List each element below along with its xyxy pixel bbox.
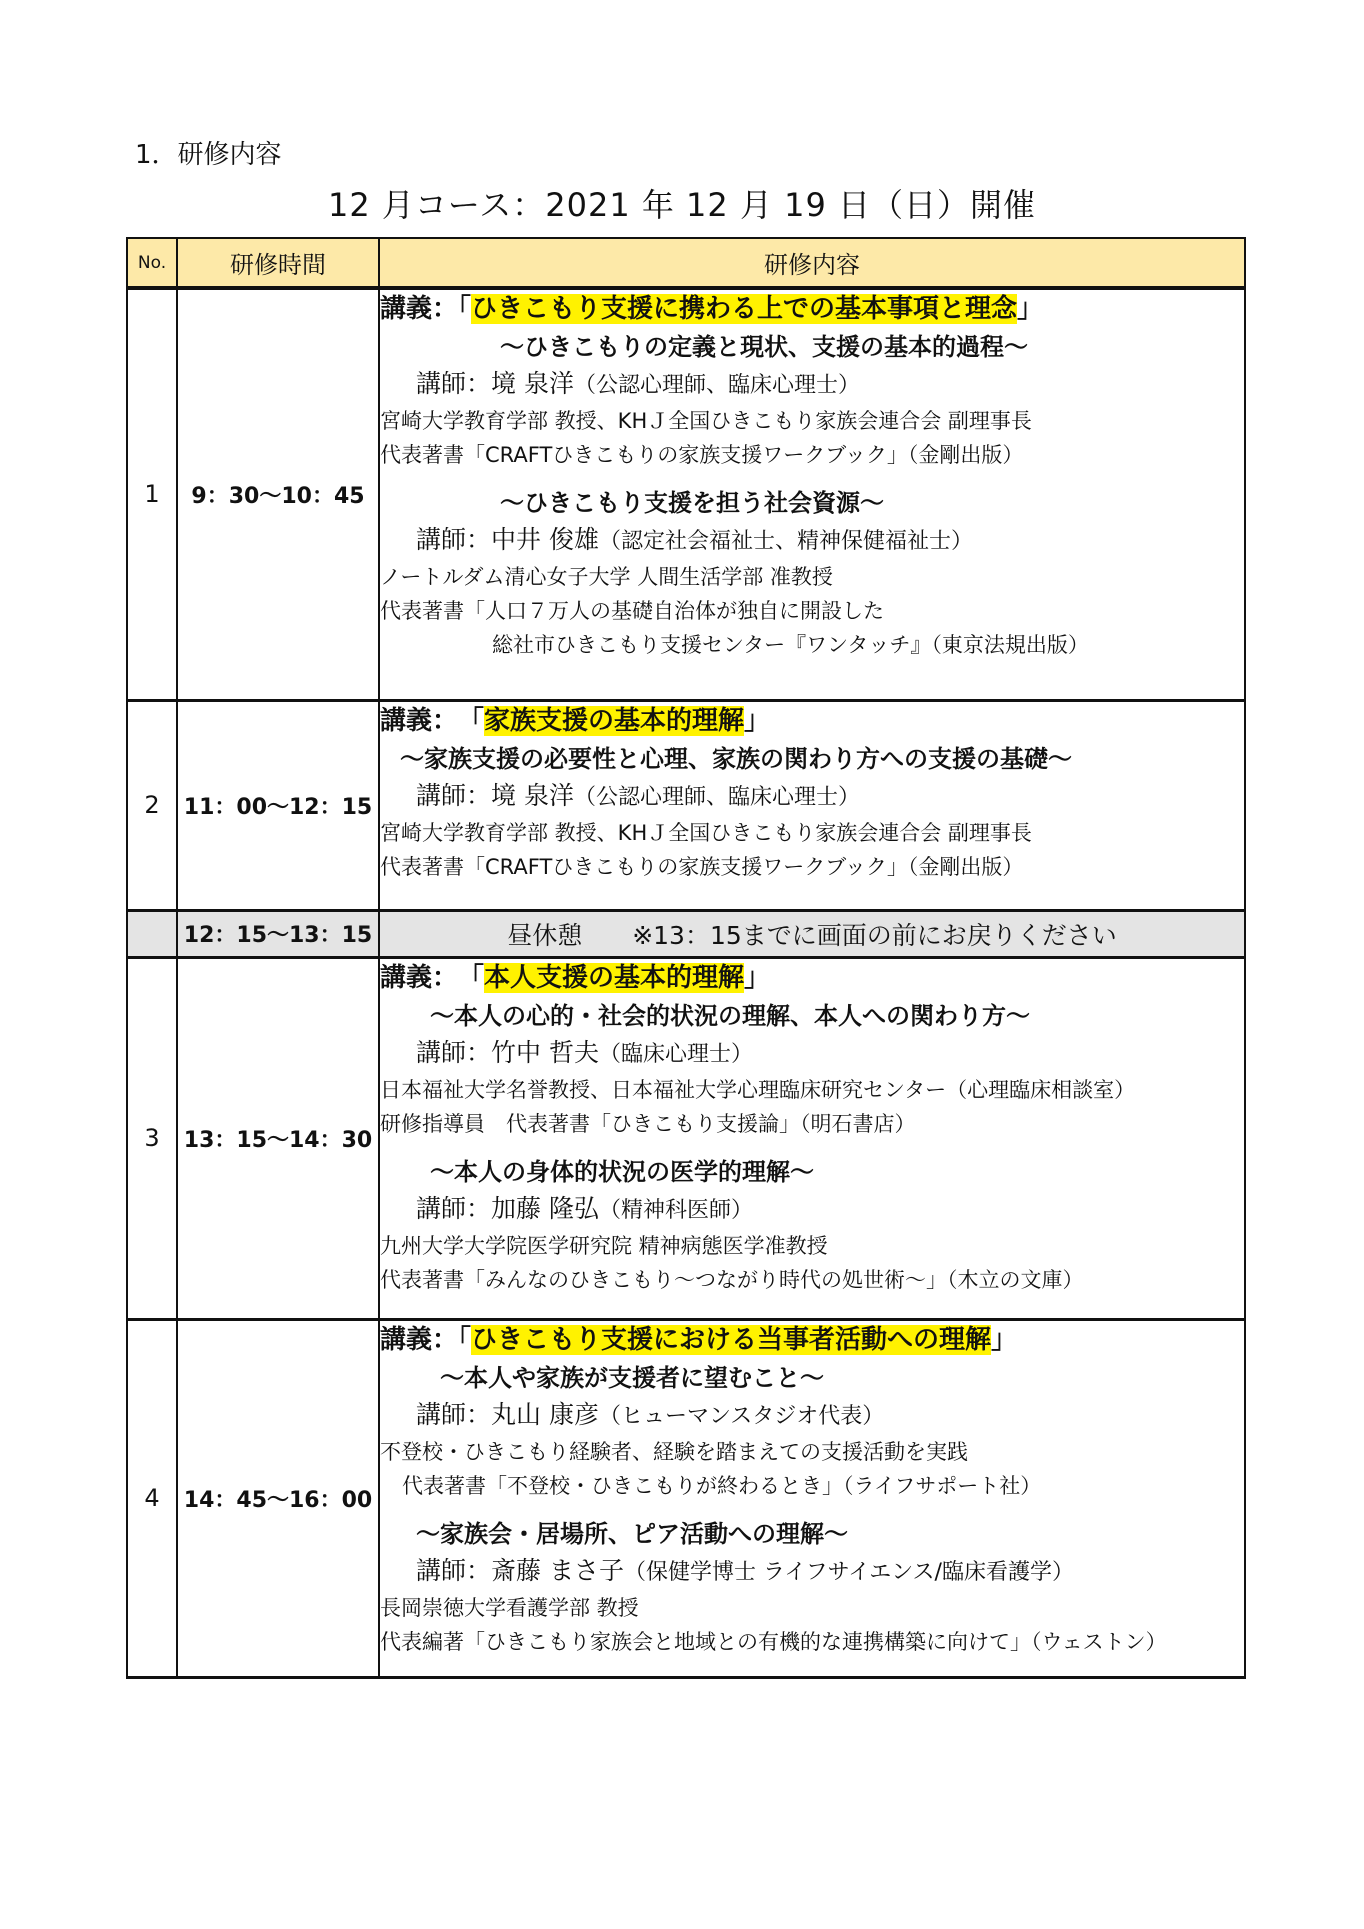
lecturer-affiliation: 総社市ひきこもり支援センター『ワンタッチ』（東京法規出版） — [492, 633, 1089, 657]
session-time: 9：30〜10：45 — [177, 288, 379, 700]
lecture-title — [380, 702, 1244, 740]
session-time: 14：45〜16：00 — [177, 1319, 379, 1677]
part-gap — [380, 1141, 1244, 1153]
part-gap — [380, 1503, 1244, 1515]
lunch-row — [127, 910, 1245, 957]
session-content — [379, 1319, 1245, 1677]
schedule-table — [126, 237, 1246, 1679]
lecturer-affiliation: 九州大学大学院医学研究院 精神病態医学准教授 — [380, 1233, 828, 1258]
header-time: 研修時間 — [177, 238, 379, 288]
lecture-subtitle: 〜本人の身体的状況の医学的理解〜 — [430, 1157, 814, 1186]
lecturer-affiliation: 代表著書「不登校・ひきこもりが終わるとき」（ライフサポート社） — [402, 1473, 1042, 1498]
header-no: No. — [127, 238, 177, 288]
lecturer-role: （ヒューマンスタジオ代表） — [598, 1403, 885, 1429]
lecturer-role: （保健学博士 ライフサイエンス/臨床看護学） — [623, 1559, 1074, 1585]
session-row — [127, 957, 1245, 1319]
lecturer-role: （公認心理師、臨床心理士） — [573, 784, 860, 810]
lecturer-role: （臨床心理士） — [598, 1041, 753, 1067]
lecture-subtitle: 〜ひきこもり支援を担う社会資源〜 — [500, 489, 884, 517]
lecturer — [380, 1553, 1244, 1591]
lecturer-affiliation: 不登校・ひきこもり経験者、経験を踏まえての支援活動を実践 — [380, 1439, 968, 1464]
lecture-subtitle: 〜本人の心的・社会的状況の理解、本人への関わり方〜 — [430, 1001, 1030, 1030]
header-content: 研修内容 — [379, 238, 1245, 288]
lecturer-affiliation: ノートルダム清心女子大学 人間生活学部 准教授 — [380, 565, 833, 589]
course-title: 12 月コース：2021 年 12 月 19 日（日）開催 — [327, 186, 1037, 224]
session-content — [379, 700, 1245, 910]
lecture-title-highlight: ひきこもり支援における当事者活動への理解 — [471, 1324, 992, 1355]
lecturer-role: （認定社会福祉士、精神保健福祉士） — [598, 529, 973, 554]
lecture-title-highlight: ひきこもり支援に携わる上での基本事項と理念 — [471, 294, 1018, 324]
session-row — [127, 700, 1245, 910]
lunch-time: 12：15〜13：15 — [177, 910, 379, 957]
lecturer-affiliation: 代表編著「ひきこもり家族会と地域との有機的な連携構築に向けて」（ウェストン） — [380, 1629, 1167, 1654]
lecturer-name: 講師：境 泉洋 — [416, 369, 574, 398]
lecturer-name: 講師：斎藤 まさ子 — [416, 1555, 624, 1585]
session-row — [127, 288, 1245, 700]
lunch-number — [127, 910, 177, 957]
lecture-prefix: 講義： 「 — [380, 705, 485, 736]
lecture-subtitle: 〜家族会・居場所、ピア活動への理解〜 — [416, 1519, 848, 1548]
lecturer-affiliation: 日本福祉大学名誉教授、日本福祉大学心理臨床研究センター（心理臨床相談室） — [380, 1077, 1136, 1102]
lecture-subtitle: 〜ひきこもりの定義と現状、支援の基本的過程〜 — [500, 333, 1028, 361]
lecture-title — [380, 959, 1244, 997]
lecturer — [380, 778, 1244, 816]
lecture-prefix: 講義：「 — [380, 294, 472, 324]
session-content — [379, 288, 1245, 700]
session-number: 1 — [127, 288, 177, 700]
lecturer-affiliation: 研修指導員 代表著書「ひきこもり支援論」（明石書店） — [380, 1111, 916, 1136]
session-row — [127, 1319, 1245, 1677]
lecturer — [380, 1035, 1244, 1073]
session-number: 4 — [127, 1319, 177, 1677]
lecture-subtitle: 〜本人や家族が支援者に望むこと〜 — [440, 1363, 824, 1392]
lecturer-role: （精神科医師） — [598, 1197, 753, 1223]
lecturer-affiliation: 長岡崇徳大学看護学部 教授 — [380, 1595, 639, 1620]
lecture-title — [380, 290, 1244, 328]
lecture-title-highlight: 本人支援の基本的理解 — [484, 962, 745, 993]
session-number: 3 — [127, 957, 177, 1319]
lecturer-role: （公認心理師、臨床心理士） — [573, 373, 860, 398]
lecturer-name: 講師：丸山 康彦 — [416, 1399, 599, 1429]
lecture-title — [380, 1321, 1244, 1359]
lunch-text: 昼休憩 ※13：15までに画面の前にお戻りください — [379, 910, 1245, 957]
lecture-suffix: 」 — [1017, 294, 1044, 324]
session-time: 11：00〜12：15 — [177, 700, 379, 910]
lecture-subtitle: 〜家族支援の必要性と心理、家族の関わり方への支援の基礎〜 — [400, 744, 1072, 773]
lecturer — [380, 522, 1244, 560]
lecturer-affiliation: 宮崎大学教育学部 教授、KHＪ全国ひきこもり家族会連合会 副理事長 — [380, 409, 1032, 433]
session-number: 2 — [127, 700, 177, 910]
lecture-title-highlight: 家族支援の基本的理解 — [484, 705, 745, 736]
lecturer-affiliation: 代表著書「みんなのひきこもり〜つながり時代の処世術〜」（木立の文庫） — [380, 1267, 1084, 1292]
lecturer-affiliation: 代表著書「CRAFTひきこもりの家族支援ワークブック」（金剛出版） — [380, 443, 1024, 467]
lecture-suffix: 」 — [744, 962, 771, 993]
lecturer — [380, 1191, 1244, 1229]
part-gap — [380, 472, 1244, 484]
lecturer — [380, 366, 1244, 404]
session-content — [379, 957, 1245, 1319]
lecturer-name: 講師：加藤 隆弘 — [416, 1193, 599, 1223]
lecturer-affiliation: 代表著書「CRAFTひきこもりの家族支援ワークブック」（金剛出版） — [380, 854, 1024, 879]
lecturer-name: 講師：中井 俊雄 — [416, 525, 599, 554]
lecturer-name: 講師：竹中 哲夫 — [416, 1037, 599, 1067]
table-header-row — [127, 238, 1245, 288]
session-time: 13：15〜14：30 — [177, 957, 379, 1319]
lecture-prefix: 講義： 「 — [380, 962, 485, 993]
lecturer-affiliation: 宮崎大学教育学部 教授、KHＪ全国ひきこもり家族会連合会 副理事長 — [380, 820, 1032, 845]
lecture-suffix: 」 — [991, 1324, 1018, 1355]
lecturer-affiliation: 代表著書「人口７万人の基礎自治体が独自に開設した — [380, 599, 884, 623]
lecture-prefix: 講義：「 — [380, 1324, 472, 1355]
lecturer — [380, 1397, 1244, 1435]
lecture-suffix: 」 — [744, 705, 771, 736]
section-heading: 1．研修内容 — [135, 140, 282, 170]
lecturer-name: 講師：境 泉洋 — [416, 780, 574, 810]
